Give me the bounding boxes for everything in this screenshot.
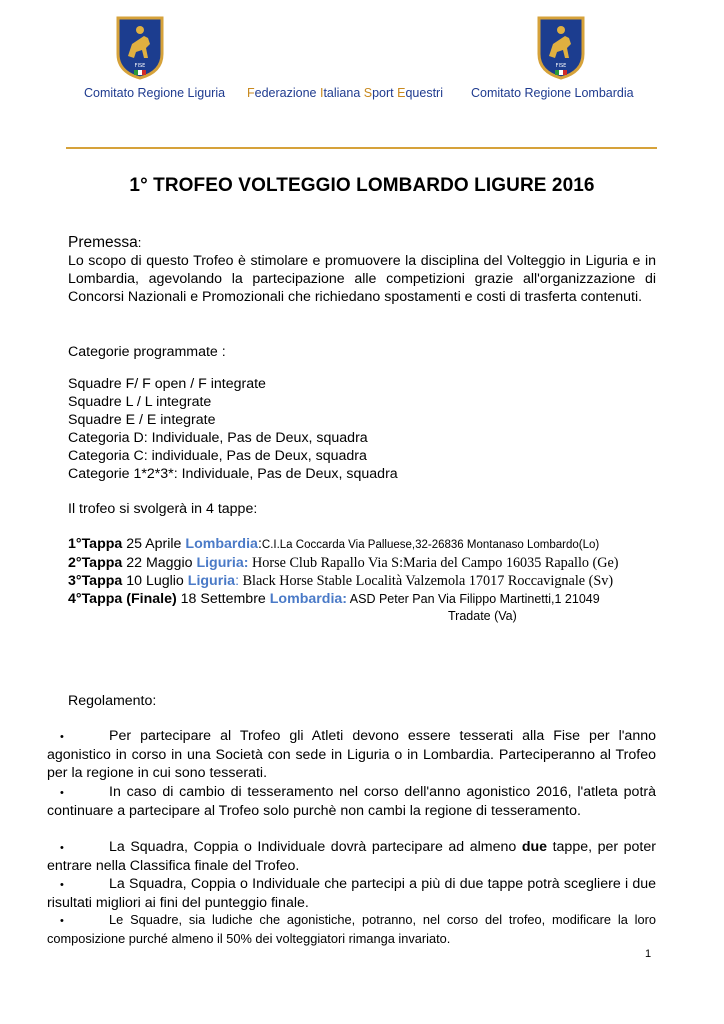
categoria-item: Categoria C: individuale, Pas de Deux, squadra [68,448,367,464]
categoria-item: Categorie 1*2*3*: Individuale, Pas de Deux, squadra [68,466,398,482]
bullet: • [60,879,64,891]
bullet: • [60,731,64,743]
header-divider [66,147,657,149]
regolamento-text: In caso di cambio di tesseramento nel corso dell'anno agonistico 2016, l'atleta potrà continuare a partecipare al Trofeo solo purchè non cambi la regione di tesseramento. [47,784,656,819]
categorie-list [68,375,656,483]
header-word: taliana [323,86,364,100]
regolamento-text: La Squadra, Coppia o Individuale che partecipi a più di due tappe potrà scegliere i due risultati migliori ai fini del punteggio finale. [47,876,656,911]
categoria-item: Categoria D: Individuale, Pas de Deux, squadra [68,430,368,446]
header-word: port [372,86,398,100]
tappe-intro: Il trofeo si svolgerà in 4 tappe: [68,501,258,517]
tappa-label: 2°Tappa [68,555,123,571]
header-liguria: Comitato Regione Liguria [84,86,226,100]
header-word: ederazione [254,86,320,100]
header-cap: F [247,86,255,100]
header-cap: E [397,86,406,100]
header-lombardia: Comitato Regione Lombardia [471,86,634,100]
premessa-heading [68,234,656,252]
categorie-heading: Categorie programmate : [68,344,226,360]
premessa-body: Lo scopo di questo Trofeo è stimolare e promuovere la disciplina del Volteggio in Liguria e in Lombardia, agevolando la partecipazione alle competizioni grazie all'organizzazione di Concorsi Nazionali e Promozionali che richiedano spostamenti e costi di trasferta contenuti. [68,253,656,305]
tappa-venue: Black Horse Stable Località Valzemola 17017 Roccavignale (Sv) [239,573,614,589]
premessa-label: Premessa [68,234,138,251]
tappe-list [68,535,688,608]
page-number: 1 [645,948,652,960]
tappa-row [68,535,688,554]
tappa-region: Liguria [187,573,236,589]
premessa-colon: : [137,235,142,250]
tappa-sep: : [257,536,262,552]
header-cap: S [363,86,373,100]
regolamento-heading: Regolamento: [68,693,157,709]
regolamento-item [47,727,656,782]
bullet: • [60,787,64,799]
tappa-venue: ASD Peter Pan Via Filippo Martinetti,1 21049 [347,592,600,606]
fise-logo-right [535,14,587,80]
fise-logo-left [114,14,166,80]
categoria-item: Squadre L / L integrate [68,394,212,410]
tappa-region: Lombardia [185,536,258,552]
header-cap: I [319,86,324,100]
regolamento-bold: due [521,839,548,855]
bullet: • [60,842,64,854]
tappa-date: 18 Settembre [176,591,270,607]
tappa-row [68,572,688,590]
regolamento-text: tappe, per poter entrare nella Classifica finale del Trofeo. [47,839,656,874]
tappa-label: 1°Tappa [68,536,123,552]
tappa-date: 10 Luglio [122,573,188,589]
tappa-label: 4°Tappa (Finale) [68,591,177,607]
svg-text:FISE: FISE [134,63,146,69]
tappa-row [68,590,688,608]
regolamento-item [47,783,656,820]
tappa-venue: C.I.La Coccarda Via Palluese,32-26836 Montanaso Lombardo(Lo) [261,539,600,551]
tappa-row [68,554,688,572]
regolamento-text: Le Squadre, sia ludiche che agonistiche, potranno, nel corso del trofeo, modificare la loro composizione purché almeno il 50% dei volteggiatori rimanga invariato. [47,912,656,946]
header-fise [247,86,443,100]
tappa-region: Lombardia: [269,591,347,607]
tappa-label: 3°Tappa [68,573,123,589]
tappa-region: Liguria: [196,555,249,571]
svg-text:FISE: FISE [555,63,567,69]
tappa-sep: : [235,573,240,589]
document-title: 1° TROFEO VOLTEGGIO LOMBARDO LIGURE 2016 [129,175,595,196]
tappa-date: 25 Aprile [122,536,186,552]
regolamento-text: Per partecipare al Trofeo gli Atleti devono essere tesserati alla Fise per l'anno agonistico in corso in una Società con sede in Liguria o in Lombardia. Parteciperanno al Trofeo per la regione in cui sono tesserati. [47,728,656,781]
categoria-item: Squadre F/ F open / F integrate [68,376,266,392]
bullet: • [60,915,64,927]
regolamento-item [47,838,656,875]
tappa-venue-continued: Tradate (Va) [448,609,517,623]
tappa-venue: Horse Club Rapallo Via S:Maria del Campo 16035 Rapallo (Ge) [248,555,619,571]
regolamento-item [47,875,656,912]
tappa-date: 22 Maggio [122,555,197,571]
regolamento-item [47,911,656,947]
regolamento-text: La Squadra, Coppia o Individuale dovrà partecipare ad almeno [109,839,522,855]
categoria-item: Squadre E / E integrate [68,412,216,428]
header-word: questri [405,86,443,100]
